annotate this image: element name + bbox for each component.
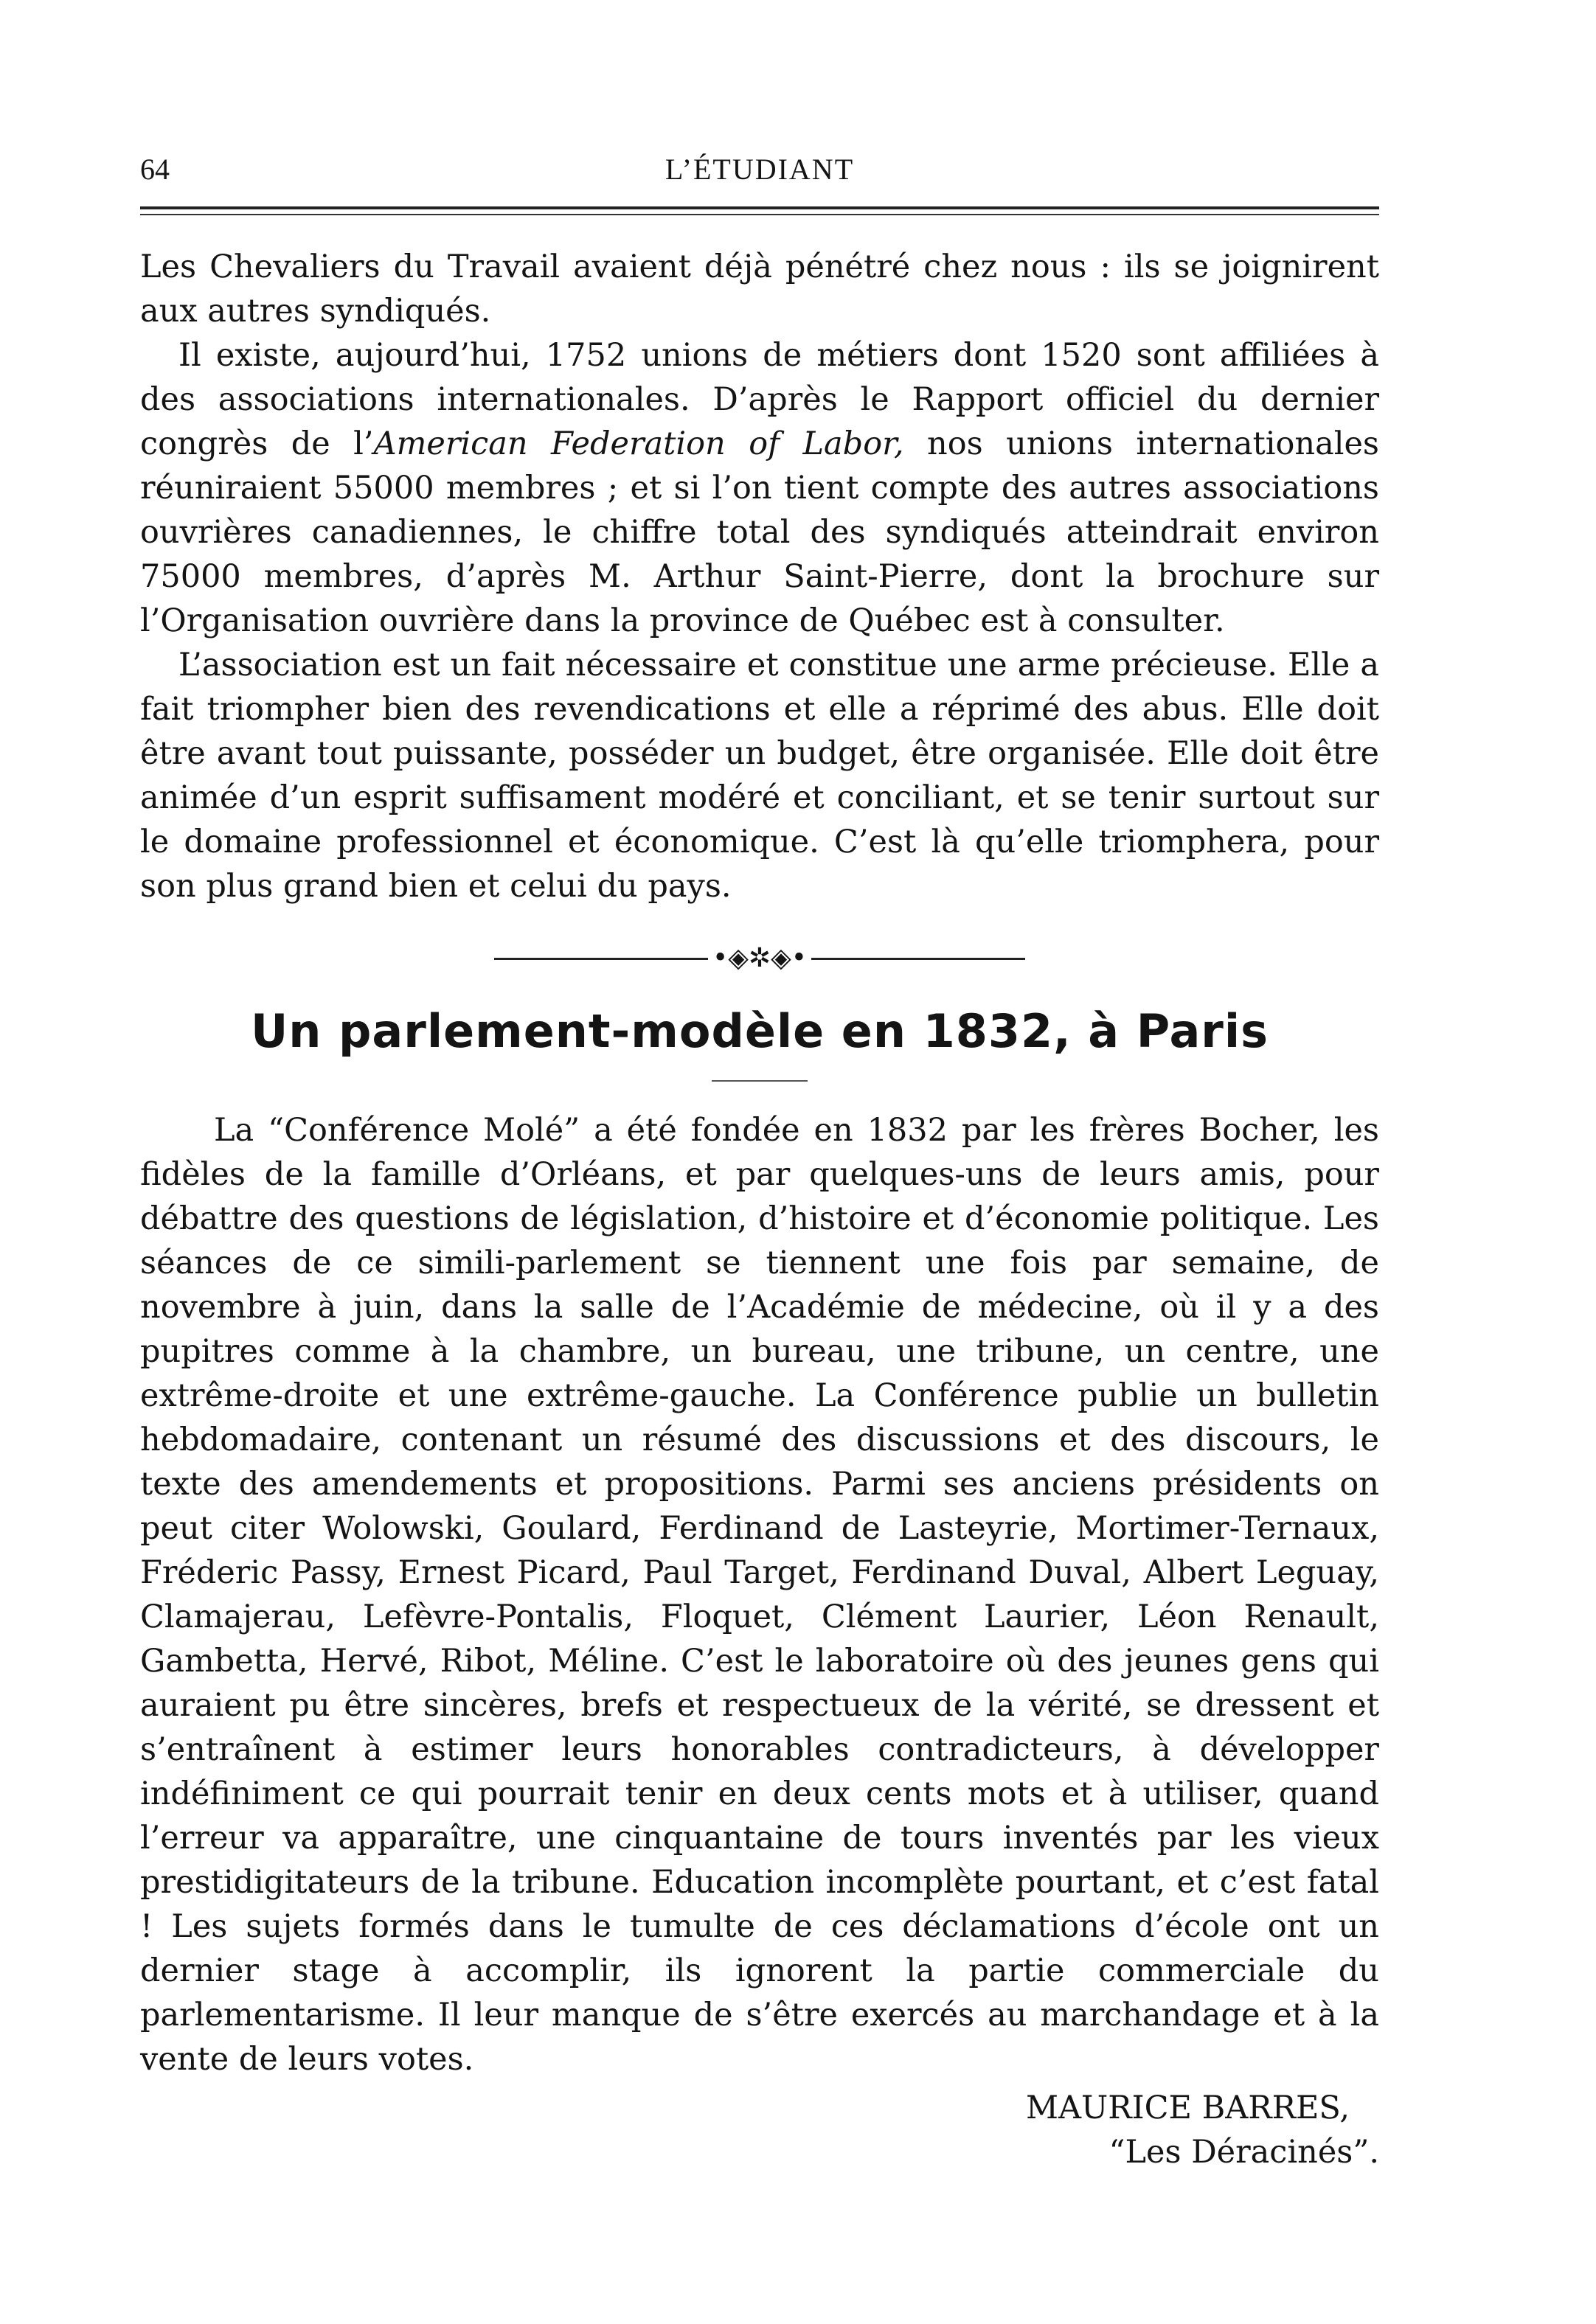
paragraph-unions-start: Il existe, aujourd’hui, 1752 unions de métiers dont 1520 sont affiliées à des associations internationales. D’après le Rapport officiel du dernier congrès de l’: [140, 337, 1379, 462]
ornament-line-right: [811, 958, 1025, 960]
paragraph-unions-end: nos unions internationales réuniraient 55000 membres ; et si l’on tient compte des autres associations ouvrières canadiennes, le chiffre total des syndiqués atteindrait environ 75000 membres, d’après M. Arthur Saint-Pierre, dont la brochure sur l’Organisation ouvrière dans la province de Québec est à consulter.: [140, 425, 1379, 639]
paragraph-association: L’association est un fait nécessaire et constitue une arme précieuse. Elle a fait triompher bien des revendications et elle a réprimé des abus. Elle doit être avant tout puissante, posséder un budget, être organisée. Elle doit être animée d’un esprit suffisament modéré et conciliant, et se tenir surtout sur le domaine professionnel et économique. C’est là qu’elle triomphera, pour son plus grand bien et celui du pays.: [140, 647, 1379, 905]
ornament-icon: •◈✲◈•: [712, 943, 808, 973]
paragraph-conference-mole: La “Conférence Molé” a été fondée en 1832 par les frères Bocher, les fidèles de la famille d’Orléans, et par quelques-uns de leurs amis, pour débattre des questions de législation, d’histoire et d’économie politique. Les séances de ce simili-parlement se tiennent une fois par semaine, de novembre à juin, dans la salle de l’Académie de médecine, où il y a des pupitres comme à la chambre, un bureau, une tribune, un centre, une extrême-droite et une extrême-gauche. La Conférence publie un bulletin hebdomadaire, contenant un résumé des discussions et des discours, le texte des amendements et propositions. Parmi ses anciens présidents on peut citer Wolowski, Goulard, Ferdinand de Lasteyrie, Mortimer-Ternaux, Fréderic Passy, Ernest Picard, Paul Target, Ferdinand Duval, Albert Leguay, Clamajerau, Lefèvre-Pontalis, Floquet, Clément Laurier, Léon Renault, Gambetta, Hervé, Ribot, Méline. C’est le laboratoire où des jeunes gens qui auraient pu être sincères, brefs et respectueux de la vérité, se dressent et s’entraînent à estimer leurs honorables contradicteurs, à développer indéfiniment ce qui pourrait tenir en deux cents mots et à utiliser, quand l’erreur va apparaître, une cinquantaine de tours inventés par les vieux prestidigitateurs de la tribune. Education incomplète pourtant, et c’est fatal ! Les sujets formés dans le tumulte de ces déclamations d’école ont un dernier stage à accomplir, ils ignorent la partie commerciale du parlementarisme. Il leur manque de s’être exercés au marchandage et à la vente de leurs votes.: [140, 1112, 1379, 2078]
running-head: [140, 111, 1379, 186]
header-rule-thin: [140, 214, 1379, 215]
author-signature: MAURICE BARRES,: [1025, 2090, 1350, 2126]
journal-title: L’ÉTUDIANT: [665, 153, 855, 186]
section-ornament: [494, 944, 1025, 973]
title-rule: [712, 1080, 808, 1082]
header-rule-thick: [140, 206, 1379, 209]
page: [140, 111, 1379, 2174]
header-rule: [140, 206, 1379, 215]
article-parlement: [140, 1108, 1379, 2081]
article-title: Un parlement-modèle en 1832, à Paris: [250, 1004, 1269, 1058]
paragraph-chevaliers: Les Chevaliers du Travail avaient déjà pénétré chez nous : ils se joignirent aux autres syndiqués.: [140, 248, 1379, 330]
ornament-line-left: [494, 958, 708, 960]
article-syndicats: [140, 245, 1379, 908]
source-title: “Les Déracinés”.: [1108, 2134, 1379, 2171]
paragraph-unions: [140, 333, 1379, 643]
page-number: 64: [140, 153, 170, 186]
federation-name: American Federation of Labor,: [373, 425, 904, 462]
